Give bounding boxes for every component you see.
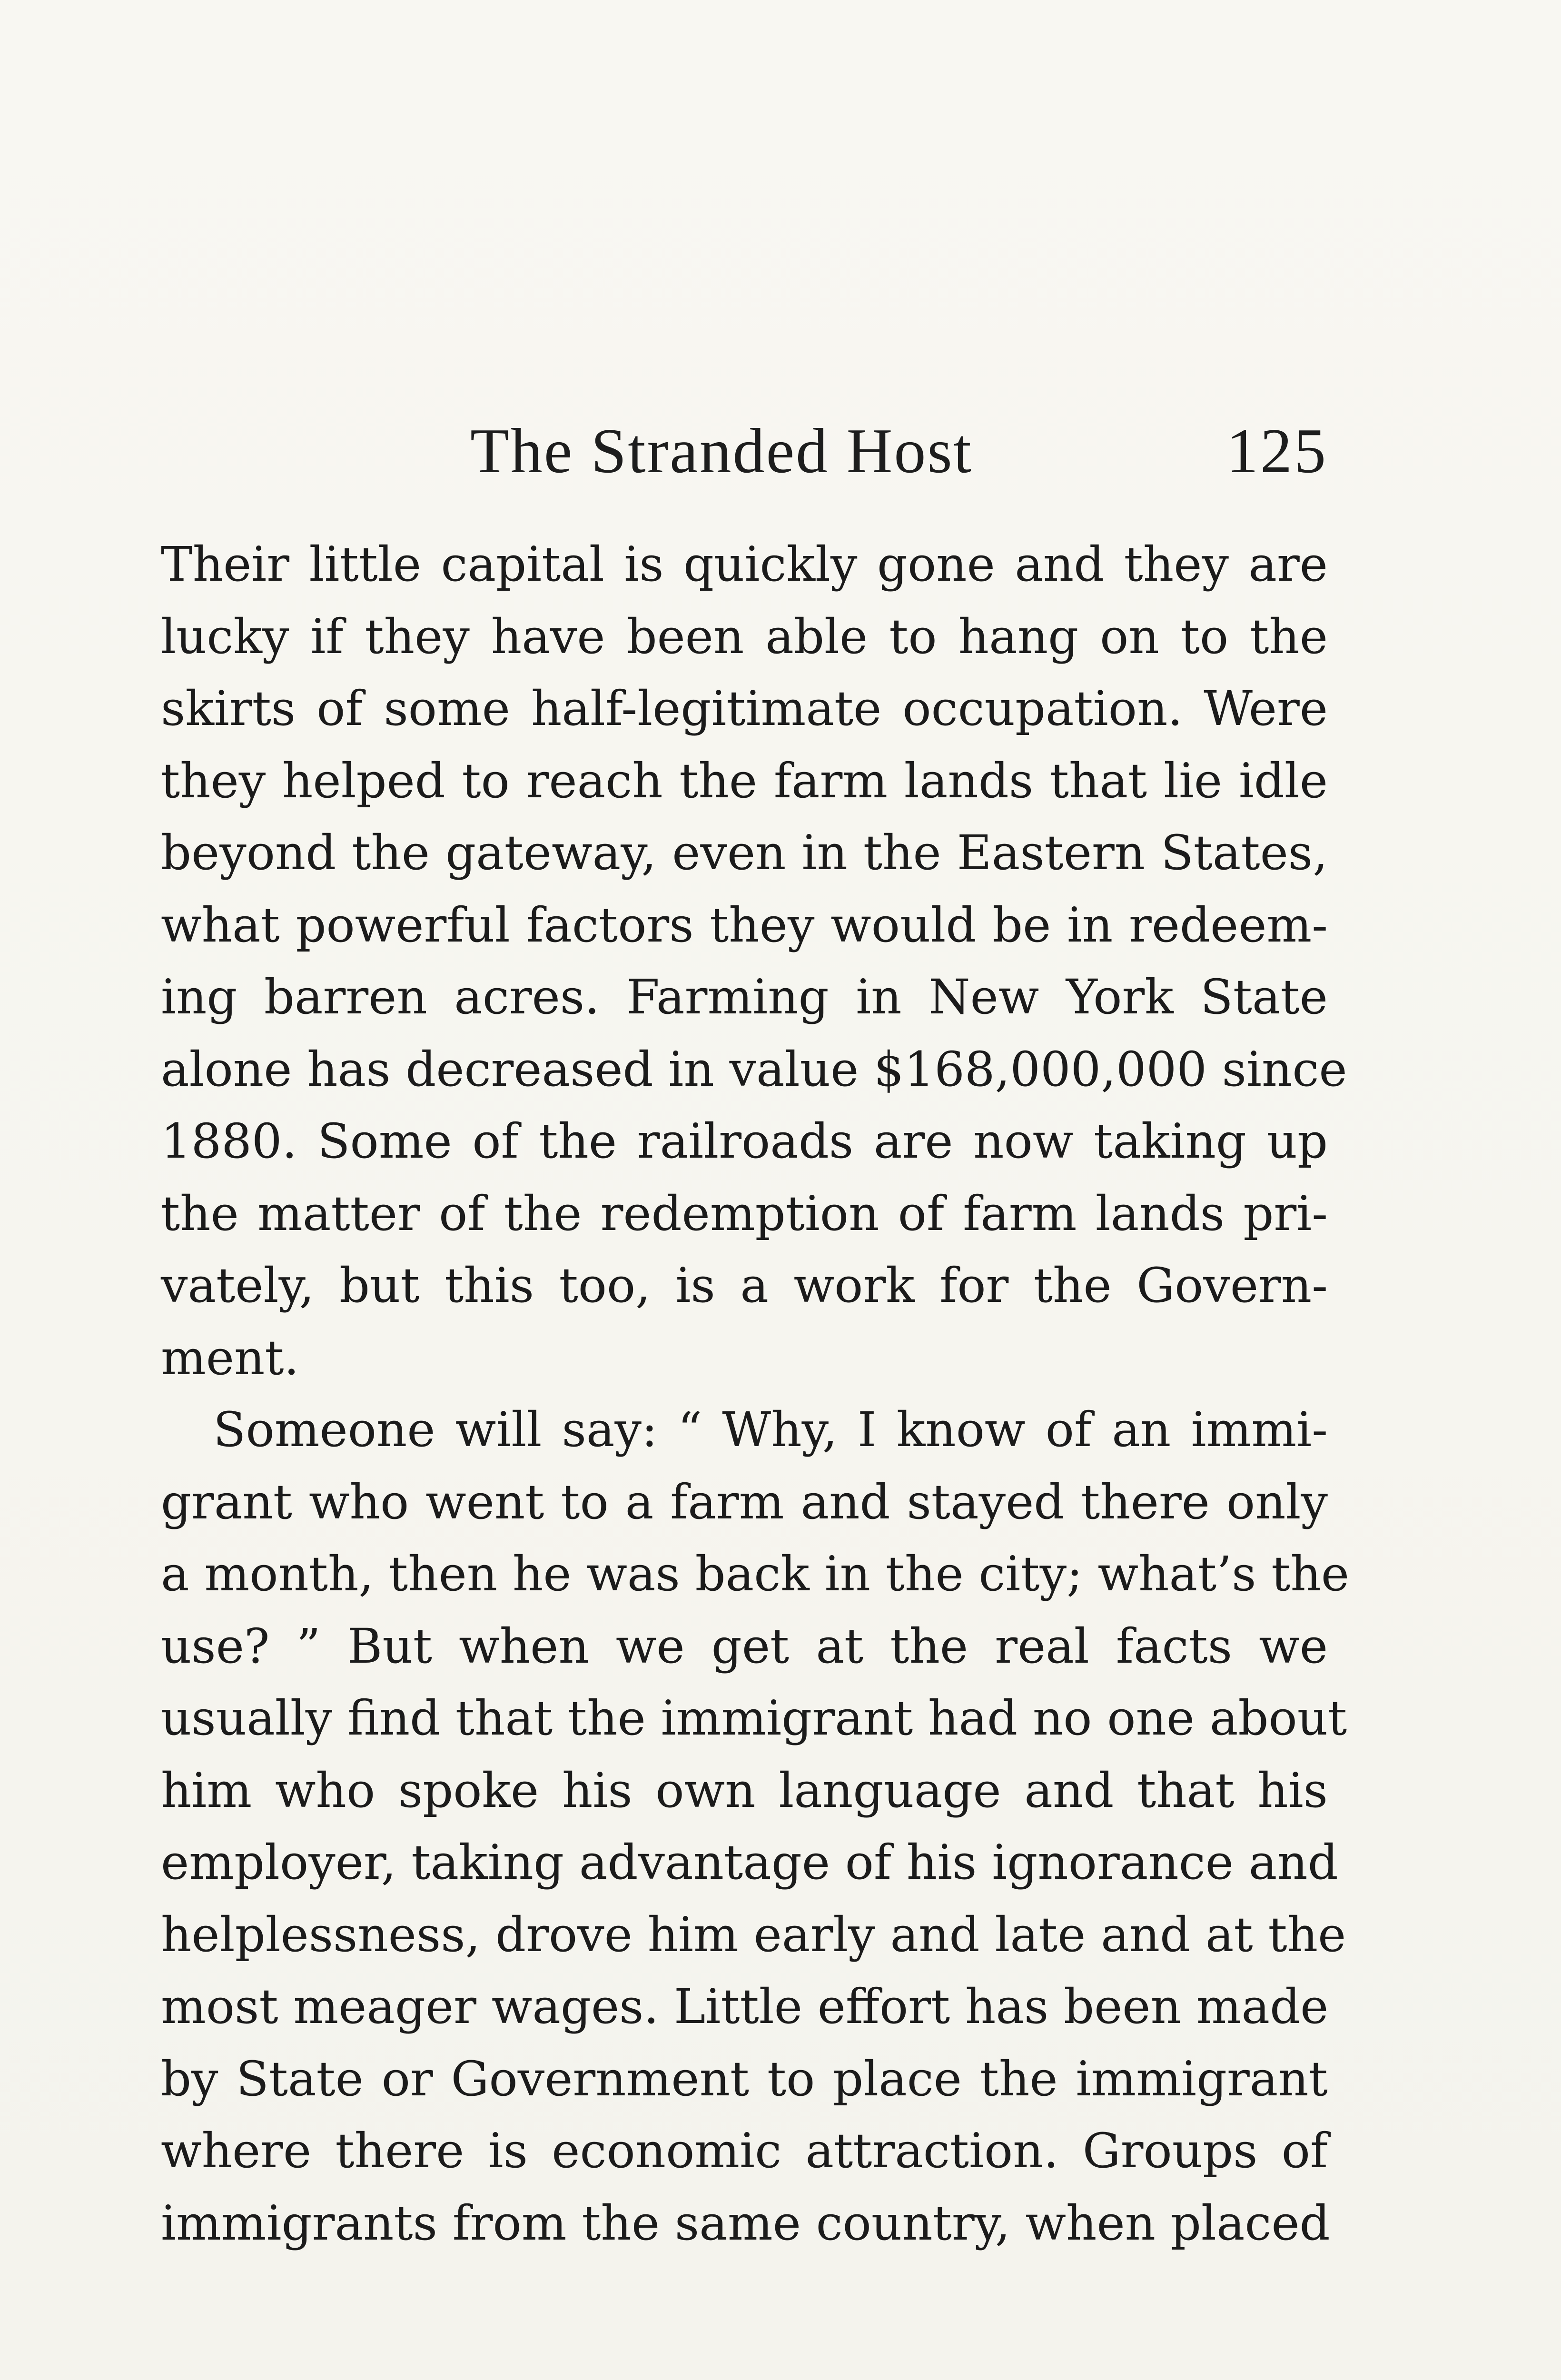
- text-line: by State or Government to place the immigrant: [161, 2051, 1328, 2107]
- text-line: alone has decreased in value $168,000,000 since: [161, 1041, 1347, 1097]
- text-line: they helped to reach the farm lands that lie idle: [161, 753, 1328, 809]
- text-line: immigrants from the same country, when placed: [161, 2195, 1330, 2251]
- text-line: skirts of some half-legitimate occupation. Were: [161, 681, 1328, 736]
- text-line: ing barren acres. Farming in New York State: [161, 969, 1328, 1025]
- body-text: [161, 528, 1350, 2259]
- paragraph-end-line: ment.: [161, 1329, 299, 1386]
- running-title: The Stranded Host: [470, 416, 973, 486]
- text-line: a month, then he was back in the city; what’s the: [161, 1546, 1350, 1602]
- text-line: grant who went to a farm and stayed there only: [161, 1474, 1328, 1530]
- page-number: 125: [1226, 416, 1328, 486]
- text-line: beyond the gateway, even in the Eastern States,: [161, 825, 1328, 881]
- text-line: use? ” But when we get at the real facts we: [161, 1618, 1328, 1674]
- text-line: the matter of the redemption of farm lands pri-: [161, 1185, 1328, 1241]
- text-line: him who spoke his own language and that his: [161, 1762, 1328, 1818]
- text-line: most meager wages. Little effort has been made: [161, 1979, 1329, 2034]
- text-line: employer, taking advantage of his ignorance and: [161, 1835, 1338, 1890]
- text-line: vately, but this too, is a work for the Govern-: [161, 1258, 1328, 1313]
- text-line: helplessness, drove him early and late and at the: [161, 1906, 1346, 1963]
- text-line: lucky if they have been able to hang on to the: [161, 608, 1328, 664]
- text-line: where there is economic attraction. Groups of: [161, 2123, 1328, 2179]
- text-line: what powerful factors they would be in redeem-: [161, 897, 1328, 953]
- text-line: usually find that the immigrant had no one about: [161, 1690, 1347, 1746]
- text-line: 1880. Some of the railroads are now taking up: [161, 1113, 1328, 1169]
- text-line: Their little capital is quickly gone and they are: [161, 536, 1328, 592]
- paragraph-start-line: Someone will say: “ Why, I know of an immi-: [213, 1402, 1328, 1458]
- running-head: [161, 414, 1328, 500]
